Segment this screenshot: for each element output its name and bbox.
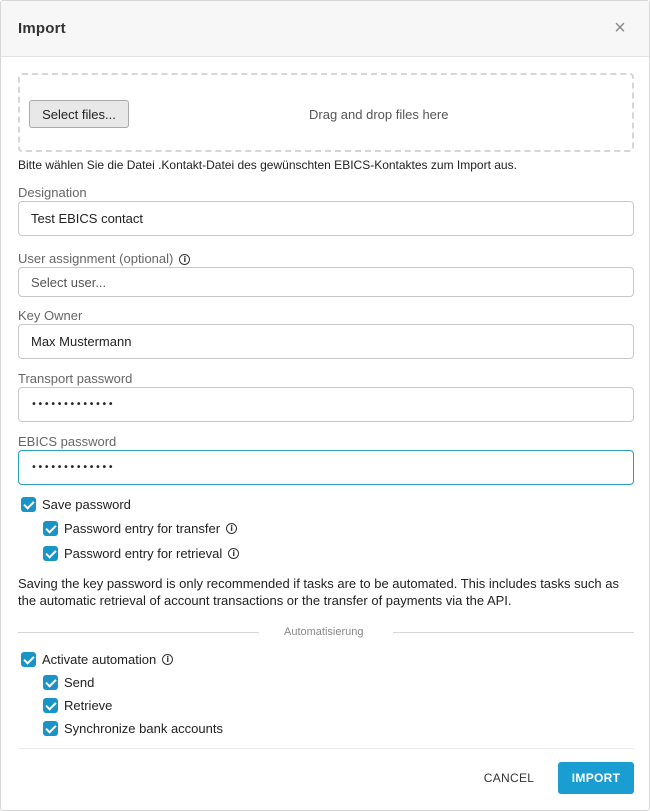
save-password-note: Saving the key password is only recommended if tasks are to be automated. This includes tasks such as the automatic retrieval of account transactions or the transfer of payments via the API. (18, 576, 619, 608)
designation-label: Designation (18, 185, 87, 200)
close-icon[interactable]: × (614, 17, 626, 39)
ebics-password-label: EBICS password (18, 434, 117, 449)
sync-bank-accounts-checkbox[interactable] (43, 721, 58, 736)
send-checkbox[interactable] (43, 675, 58, 690)
user-select-input[interactable] (18, 267, 634, 297)
transport-password-input[interactable] (18, 387, 634, 422)
section-divider-right (393, 632, 634, 633)
dialog-header (1, 1, 649, 57)
automation-section-label: Automatisierung (284, 626, 364, 638)
send-checkbox-row[interactable] (43, 675, 94, 690)
import-instruction: Bitte wählen Sie die Datei .Kontakt-Datei des gewünschten EBICS-Kontaktes zum Import aus. (18, 158, 517, 172)
save-password-checkbox[interactable] (21, 497, 36, 512)
user-assignment-label-text: User assignment (optional) (18, 251, 174, 266)
info-circle-icon[interactable]: i (228, 548, 239, 559)
select-files-button[interactable]: Select files... (29, 100, 129, 128)
password-transfer-label: Password entry for transfer (64, 521, 221, 536)
password-retrieval-checkbox[interactable] (43, 546, 58, 561)
activate-automation-checkbox-row[interactable] (21, 652, 173, 667)
info-circle-icon[interactable]: i (179, 254, 190, 265)
password-retrieval-label: Password entry for retrieval (64, 546, 223, 561)
password-transfer-checkbox[interactable] (43, 521, 58, 536)
save-password-checkbox-row[interactable] (21, 497, 131, 512)
designation-input[interactable] (18, 201, 634, 236)
save-password-label: Save password (42, 497, 131, 512)
retrieve-checkbox[interactable] (43, 698, 58, 713)
import-button[interactable]: IMPORT (558, 762, 634, 794)
send-label: Send (64, 675, 95, 690)
section-divider-left (18, 632, 259, 633)
footer-divider (18, 748, 634, 749)
sync-bank-accounts-label: Synchronize bank accounts (64, 721, 223, 736)
key-owner-label: Key Owner (18, 308, 83, 323)
key-owner-input[interactable] (18, 324, 634, 359)
dialog-title: Import (18, 20, 66, 37)
drop-hint-text: Drag and drop files here (309, 107, 449, 122)
retrieve-checkbox-row[interactable] (43, 698, 112, 713)
activate-automation-label: Activate automation (42, 652, 157, 667)
retrieve-label: Retrieve (64, 698, 113, 713)
password-transfer-checkbox-row[interactable] (43, 521, 237, 536)
info-circle-icon[interactable]: i (162, 654, 173, 665)
info-circle-icon[interactable]: i (226, 523, 237, 534)
file-dropzone[interactable] (18, 73, 634, 152)
password-retrieval-checkbox-row[interactable] (43, 546, 239, 561)
activate-automation-checkbox[interactable] (21, 652, 36, 667)
transport-password-label: Transport password (18, 371, 133, 386)
sync-bank-accounts-checkbox-row[interactable] (43, 721, 223, 736)
user-assignment-label (18, 251, 190, 266)
ebics-password-input[interactable] (18, 450, 634, 485)
cancel-button[interactable]: CANCEL (476, 762, 542, 794)
